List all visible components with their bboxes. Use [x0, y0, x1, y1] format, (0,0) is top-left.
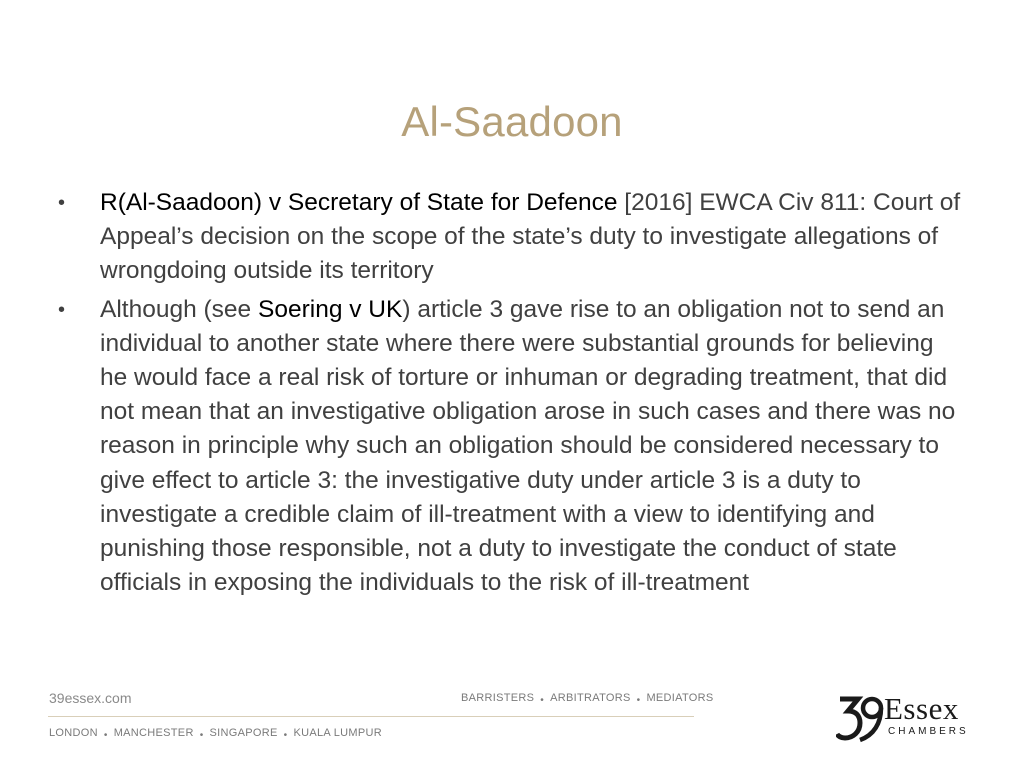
bullet-text: ) article 3 gave rise to an obligation not to send an individual to another state where there were substantial grounds for believing he would face a real risk of torture or inhuman or degrading treatment, that did not mean that an investigative obligation arose in such cases and there was no reason in principle why such an obligation should be considered necessary to give effect to article 3: the investigative duty under article 3 is a duty to investigate a credible claim of ill-treatment with a view to identifying and punishing those responsible, not a duty to investigate the conduct of state officials in exposing the individuals to the risk of ill-treatment: [100, 295, 956, 597]
separator-dot: •: [199, 730, 204, 741]
bullet-icon: •: [58, 192, 66, 214]
separator-dot: •: [636, 695, 641, 706]
bullet-item: [56, 293, 966, 601]
service-arbitrators: ARBITRATORS: [550, 692, 631, 704]
footer-website: 39essex.com: [49, 690, 132, 706]
essex-chambers-logo: [836, 693, 986, 743]
separator-dot: •: [283, 730, 288, 741]
case-name: R(Al-Saadoon) v Secretary of State for Defence: [100, 189, 618, 216]
footer-offices: [49, 727, 382, 739]
bullet-text: [2016] EWCA Civ 811: Court of Appeal’s decision on the scope of the state’s duty to investigate allegations of wrongdoing outside its territory: [100, 189, 961, 285]
slide-title: Al-Saadoon: [401, 98, 623, 146]
case-name: Soering v UK: [258, 295, 403, 323]
service-mediators: MEDIATORS: [646, 692, 714, 704]
bullet-icon: •: [58, 298, 66, 321]
logo-subtitle: CHAMBERS: [888, 726, 969, 737]
logo-39-mark-icon: [836, 693, 886, 743]
office-london: LONDON: [49, 727, 98, 739]
separator-dot: •: [540, 695, 545, 706]
separator-dot: •: [103, 730, 108, 741]
bullet-item: [56, 186, 966, 289]
footer-services: [461, 692, 714, 704]
service-barristers: BARRISTERS: [461, 692, 535, 704]
footer-divider: [48, 716, 694, 717]
bullet-prefix: Although (see: [100, 295, 258, 323]
logo-name: Essex: [884, 691, 959, 726]
bullet-list: [56, 186, 966, 604]
office-kuala-lumpur: KUALA LUMPUR: [293, 727, 383, 739]
office-singapore: SINGAPORE: [209, 727, 278, 739]
office-manchester: MANCHESTER: [113, 727, 194, 739]
